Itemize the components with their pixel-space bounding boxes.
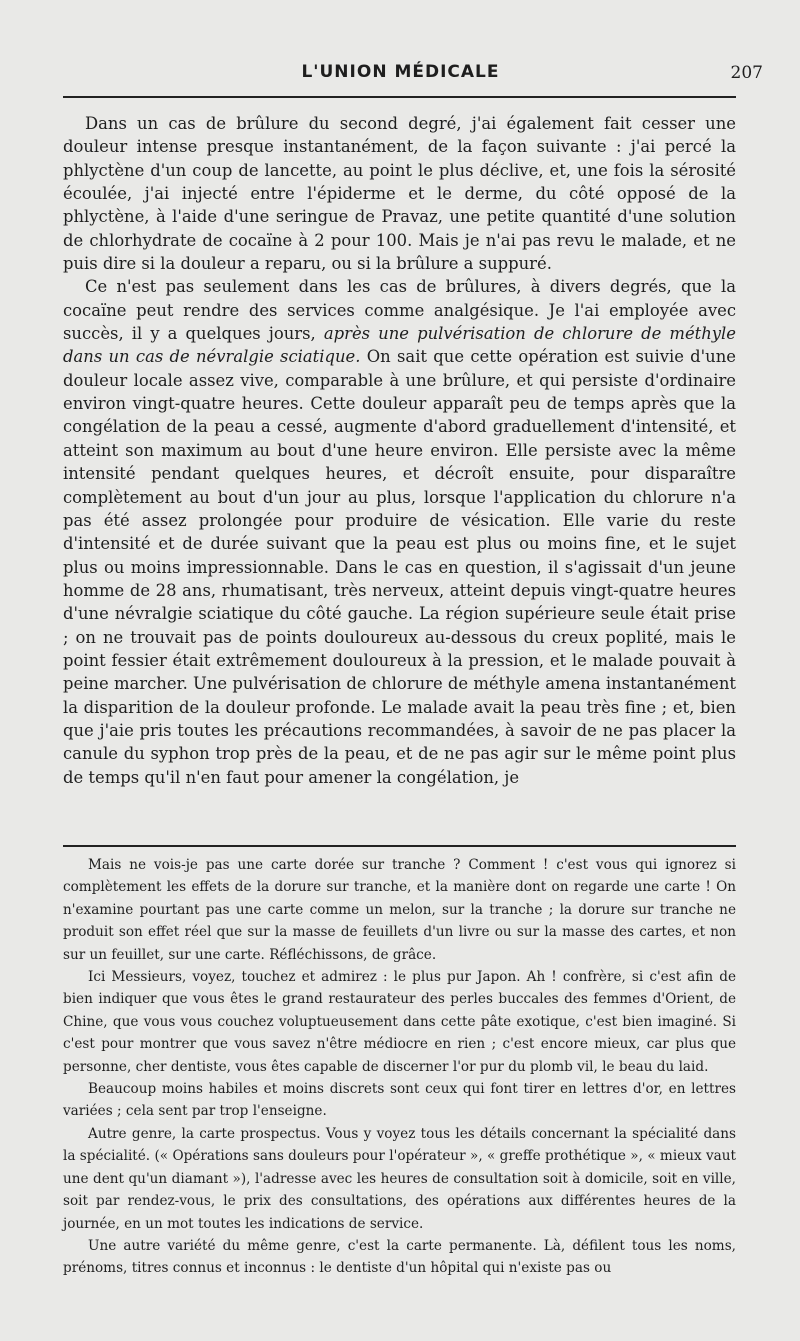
note-paragraph-2: Ici Messieurs, voyez, touchez et admirez : le plus pur Japon. Ah ! confrère, si c'est afin de bien indiquer que vous êtes le grand restaurateur des perles buccales des femmes d'Orient, de Chine, que vous vous couchez voluptueusement dans cette pâte exotique, c'est bien imaginé. Si c'est pour montrer que vous savez n'être médiocre en rien ; c'est encore mieux, car plus que personne, cher dentiste, vous êtes capable de discerner l'or pur du plomb vil, le beau du laid. xyxy=(63,969,736,1075)
running-header xyxy=(63,58,763,88)
footnote-text xyxy=(63,854,736,1280)
note-paragraph-1: Mais ne vois-je pas une carte dorée sur tranche ? Comment ! c'est vous qui ignorez si complètement les effets de la dorure sur tranche, et la manière dont on regarde une carte ! On n'examine pourtant pas une carte comme un melon, sur la tranche ; la dorure sur tranche ne produit son effet réel que sur la masse de feuillets d'un livre ou sur la masse des cartes, et non sur un feuillet, sur une carte. Réfléchissons, de grâce. xyxy=(63,857,736,963)
note-paragraph-5: Une autre variété du même genre, c'est la carte permanente. Là, défilent tous les noms, prénoms, titres connus et inconnus : le dentiste d'un hôpital qui n'existe pas ou xyxy=(63,1237,736,1277)
paragraph-1: Dans un cas de brûlure du second degré, j'ai également fait cesser une douleur intense presque instantanément, de la façon suivante : j'ai percé la phlyctène d'un coup de lancette, au point le plus déclive, et, une fois la sérosité écoulée, j'ai injecté entre l'épiderme et le derme, du côté opposé de la phlyctène, à l'aide d'une seringue de Pravaz, une petite quantité d'une solution de chlorhydrate de cocaïne à 2 pour 100. Mais je n'ai pas revu le malade, et ne puis dire si la douleur a reparu, ou si la brûlure a suppuré. xyxy=(63,114,736,274)
main-text xyxy=(63,112,736,789)
paragraph-2 xyxy=(63,275,736,789)
paragraph-2-italic: après une pulvérisation de chlorure de méthyle dans un cas de névralgie sciatique. xyxy=(63,324,736,367)
note-paragraph-3: Beaucoup moins habiles et moins discrets sont ceux qui font tirer en lettres d'or, en lettres variées ; cela sent par trop l'enseigne. xyxy=(63,1081,736,1120)
journal-title: L'UNION MÉDICALE xyxy=(301,62,500,82)
note-paragraph-4: Autre genre, la carte prospectus. Vous y voyez tous les détails concernant la spécialité dans la spécialité. (« Opérations sans douleurs pour l'opérateur », « greffe prothétique », « mieux vaut une dent qu'un diamant »), l'adresse avec les heures de consultation soit à domicile, soit en ville, soit par rendez-vous, le prix des consultations, des opérations aux différentes heures de la journée, en un mot toutes les indications de service. xyxy=(63,1125,736,1232)
paragraph-2-start: Ce n'est pas seulement dans les cas de brûlures, à divers degrés, que la cocaïne peut rendre des services comme analgésique. Je l'ai employée avec succès, il y a quelques jours, xyxy=(63,277,736,344)
page-number: 207 xyxy=(730,63,763,83)
paragraph-2-end: On sait que cette opération est suivie d'une douleur locale assez vive, comparable à une brûlure, et qui persiste d'ordinaire environ vingt-quatre heures. Cette douleur apparaît peu de temps après que la congélation de la peau a cessé, augmente d'abord graduellement d'intensité, et atteint son maximum au bout d'une heure environ. Elle persiste avec la même intensité pendant quelques heures, et décroît ensuite, pour disparaître complètement au bout d'un jour au plus, lorsque l'application du chlorure n'a pas été assez prolongée pour produire de vésication. Elle varie du reste d'intensité et de durée suivant que la peau est plus ou moins fine, et le sujet plus ou moins impressionnable. Dans le cas en question, il s'agissait d'un jeune homme de 28 ans, rhumatisant, très nerveux, atteint depuis vingt-quatre heures d'une névralgie sciatique du côté gauche. La région supérieure seule était prise ; on ne trouvait pas de points douloureux au-dessous du creux poplité, mais le point fessier était extrêmement douloureux à la pression, et le malade pouvait à peine marcher. Une pulvérisation de chlorure de méthyle amena instantanément la disparition de la douleur profonde. Le malade avait la peau très fine ; et, bien que j'aie pris toutes les précautions recommandées, à savoir de ne pas placer la canule du syphon trop près de la peau, et de ne pas agir sur le même point plus de temps qu'il n'en faut pour amener la congélation, je xyxy=(63,347,736,787)
header-rule xyxy=(63,96,736,98)
footnote-rule xyxy=(63,845,736,847)
